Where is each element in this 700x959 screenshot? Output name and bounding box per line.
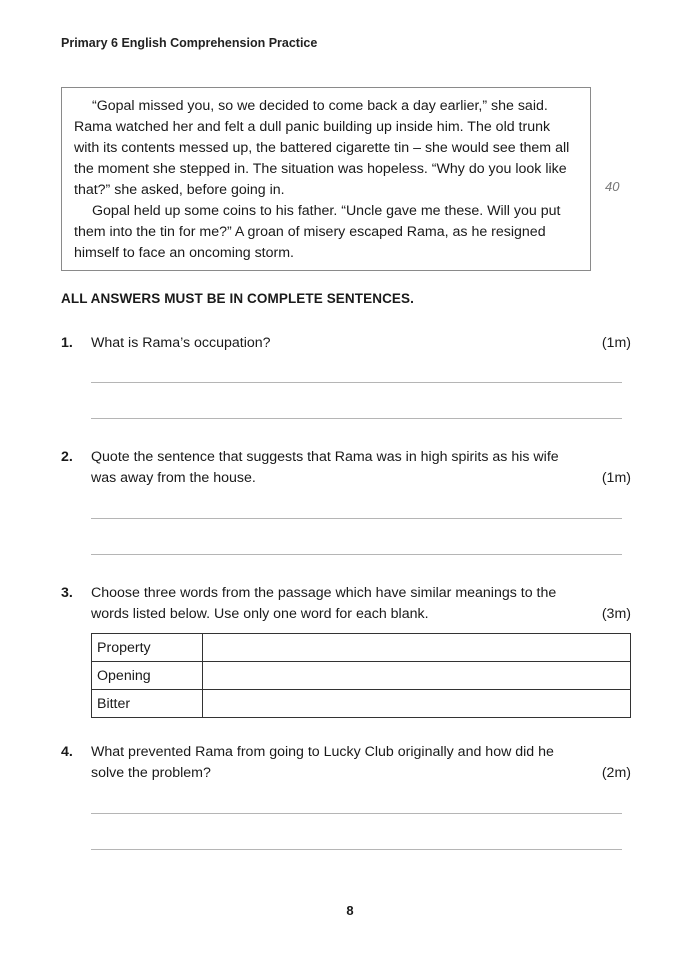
table-row xyxy=(92,690,631,718)
question-marks: (1m) xyxy=(601,335,631,351)
answer-line[interactable] xyxy=(91,849,622,850)
passage-paragraph: “Gopal missed you, so we decided to come back a day earlier,” she said. Rama watched her and felt a dull panic building up inside him. The old trunk with its contents messed up, the battered cigarette tin – she would see them all the moment she stepped in. The situation was hopeless. “Why do you look like that?” she asked, before going in. xyxy=(74,98,570,198)
answer-line[interactable] xyxy=(91,518,622,519)
table-answer-cell[interactable] xyxy=(203,634,631,662)
question-number: 3. xyxy=(61,585,73,601)
question-number: 2. xyxy=(61,449,73,465)
question-2 xyxy=(61,447,631,489)
table-word: Property xyxy=(92,634,203,662)
question-number: 4. xyxy=(61,744,73,760)
question-text: Quote the sentence that suggests that Rama was in high spirits as his wife was away from the house. xyxy=(91,449,559,486)
question-marks: (2m) xyxy=(601,765,631,781)
table-row xyxy=(92,634,631,662)
question-4 xyxy=(61,742,631,784)
question-marks: (1m) xyxy=(601,470,631,486)
question-1 xyxy=(61,333,631,354)
passage-paragraph: Gopal held up some coins to his father. “Uncle gave me these. Will you put them into the tin for me?” A groan of misery escaped Rama, as he resigned himself to face an oncoming storm. xyxy=(74,203,561,261)
instruction-text: ALL ANSWERS MUST BE IN COMPLETE SENTENCES. xyxy=(61,291,414,306)
question-3 xyxy=(61,583,631,625)
table-answer-cell[interactable] xyxy=(203,662,631,690)
question-marks: (3m) xyxy=(601,606,631,622)
page-header: Primary 6 English Comprehension Practice xyxy=(61,36,318,50)
question-text: Choose three words from the passage which have similar meanings to the words listed below. Use only one word for each blank. xyxy=(91,585,557,622)
table-word: Bitter xyxy=(92,690,203,718)
question-text: What is Rama’s occupation? xyxy=(91,335,271,351)
table-row xyxy=(92,662,631,690)
line-number: 40 xyxy=(605,179,620,194)
answer-line[interactable] xyxy=(91,382,622,383)
answer-line[interactable] xyxy=(91,813,622,814)
answer-line[interactable] xyxy=(91,554,622,555)
table-answer-cell[interactable] xyxy=(203,690,631,718)
synonym-table xyxy=(91,633,631,718)
question-text: What prevented Rama from going to Lucky Club originally and how did he solve the problem? xyxy=(91,744,554,781)
passage-box xyxy=(61,87,591,271)
page-number: 8 xyxy=(346,903,354,918)
table-word: Opening xyxy=(92,662,203,690)
question-number: 1. xyxy=(61,335,73,351)
answer-line[interactable] xyxy=(91,418,622,419)
